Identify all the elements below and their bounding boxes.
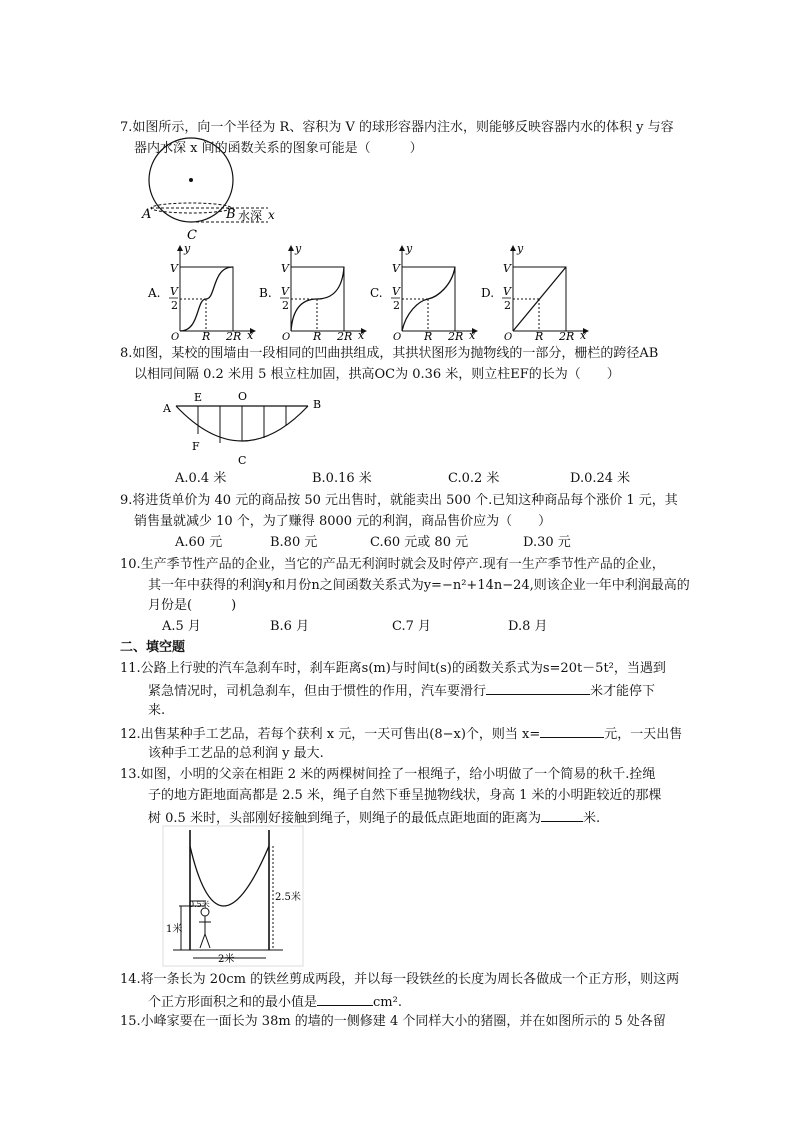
label-b: B — [226, 207, 236, 222]
q11-text-line3: 来. — [148, 703, 166, 718]
label-O: O — [238, 390, 248, 403]
q8-option-b[interactable]: B.0.16 米 — [312, 471, 372, 486]
svg-text:O: O — [393, 332, 402, 343]
q10-option-d[interactable]: D.8 月 — [508, 619, 548, 634]
graph-d — [481, 242, 589, 343]
svg-text:y: y — [517, 242, 524, 255]
svg-text:2R: 2R — [559, 330, 575, 343]
svg-text:2R: 2R — [226, 330, 242, 343]
svg-text:V: V — [503, 285, 511, 298]
option-d-label: D. — [481, 286, 495, 300]
q13-text-line2: 子的地方距地面高都是 2.5 米，绳子自然下垂呈抛物线状，身高 1 米的小明距较近的那棵 — [148, 788, 662, 803]
q12-text-line2: 该种手工艺品的总利润 y 最大. — [148, 746, 324, 761]
label-a: A — [142, 207, 152, 222]
label-A: A — [163, 402, 171, 415]
q14-text-line2: 个正方形面积之和的最小值是 cm². — [148, 992, 402, 1012]
svg-text:2: 2 — [504, 299, 511, 312]
label-E: E — [194, 391, 203, 404]
svg-text:O: O — [171, 332, 180, 343]
option-graphs — [140, 243, 610, 343]
svg-text:V: V — [503, 262, 511, 275]
label-F: F — [192, 440, 200, 453]
q11-answer-blank[interactable] — [486, 681, 590, 695]
label-B: B — [313, 398, 322, 411]
q9-option-c[interactable]: C.60 元或 80 元 — [370, 535, 469, 550]
q8-option-c[interactable]: C.0.2 米 — [448, 471, 500, 486]
q9-option-a[interactable]: A.60 元 — [175, 535, 223, 550]
svg-text:2R: 2R — [337, 330, 353, 343]
q15-text-line1: 15.小峰家要在一面长为 38m 的墙的一侧修建 4 个同样大小的猪圈，并在如图所示的 5 处各留 — [120, 1014, 666, 1029]
q9-option-d[interactable]: D.30 元 — [523, 535, 571, 550]
q13-text-line1: 13.如图，小明的父亲在相距 2 米的两棵树间拴了一根绳子，给小明做了一个简易的秋千.拴绳 — [120, 767, 656, 782]
option-c-label: C. — [370, 286, 383, 300]
svg-text:y: y — [184, 242, 191, 255]
q9-text-line1: 9.将进货单价为 40 元的商品按 50 元出售时，就能卖出 500 个.已知这种商品每个涨价 1 元，其 — [120, 493, 678, 508]
q14-text-line1: 14.将一条长为 20cm 的铁丝剪成两段，并以每一段铁丝的长度为周长各做成一个正方形，则这两 — [120, 972, 680, 987]
label-water-depth: 水深 — [238, 209, 263, 223]
q10-text-line1: 10.生产季节性产品的企业，当它的产品无利润时就会及时停产.现有一生产季节性产品的企业， — [120, 557, 665, 572]
q12-text-line1: 12.出售某种手工艺品，若每个获利 x 元，一天可售出(8−x)个，则当 x= 元，一天出售 — [120, 724, 682, 744]
q12-answer-blank[interactable] — [540, 724, 604, 738]
svg-text:V: V — [281, 285, 289, 298]
svg-text:x: x — [358, 329, 365, 342]
svg-text:y: y — [406, 242, 413, 255]
svg-text:2: 2 — [393, 299, 400, 312]
arch-fence-figure — [160, 388, 330, 468]
svg-text:V: V — [170, 262, 178, 275]
graph-c — [370, 242, 478, 343]
svg-text:V: V — [392, 285, 400, 298]
q14-answer-blank[interactable] — [317, 992, 373, 1006]
label-x: x — [268, 208, 275, 222]
q8-text-line1: 8.如图，某校的围墙由一段相同的凹曲拱组成，其拱状图形为抛物线的一部分，栅栏的跨径AB — [120, 346, 659, 361]
svg-text:2R: 2R — [448, 330, 464, 343]
label-half-meter: 0.5米 — [189, 900, 210, 909]
svg-text:y: y — [295, 242, 302, 255]
q13-text-line3: 树 0.5 米时，头部刚好接触到绳子，则绳子的最低点距地面的距离为 米. — [148, 808, 600, 828]
svg-text:R: R — [424, 330, 433, 343]
q10-option-a[interactable]: A.5 月 — [162, 619, 201, 634]
graph-b — [259, 242, 367, 343]
svg-text:2: 2 — [171, 299, 178, 312]
label-one-meter: 1米 — [166, 924, 183, 935]
svg-text:x: x — [247, 329, 254, 342]
svg-text:V: V — [392, 262, 400, 275]
svg-text:R: R — [535, 330, 544, 343]
graph-a — [147, 242, 256, 343]
q11-text-line1: 11.公路上行驶的汽车急刹车时，刹车距离s(m)与时间t(s)的函数关系式为s=20t－5t²，当遇到 — [120, 661, 666, 676]
q13-answer-blank[interactable] — [541, 808, 583, 822]
svg-text:R: R — [313, 330, 322, 343]
label-two-meter: 2米 — [218, 954, 235, 965]
q10-text-line2: 其一年中获得的利润y和月份n之间函数关系式为y=−n²+14n−24,则该企业一年中利润最高的 — [148, 578, 690, 593]
label-c: C — [187, 228, 197, 243]
q7-text-line1: 7.如图所示，向一个半径为 R、容积为 V 的球形容器内注水，则能够反映容器内水的体积 y 与容 — [120, 120, 674, 135]
q10-option-c[interactable]: C.7 月 — [392, 619, 432, 634]
sphere-container-figure — [140, 138, 290, 243]
svg-text:O: O — [282, 332, 291, 343]
q9-option-b[interactable]: B.80 元 — [270, 535, 318, 550]
option-a-label: A. — [148, 286, 161, 300]
q7-text-line2: 器内水深 x 间的函数关系的图象可能是（ ） — [134, 141, 423, 156]
svg-text:V: V — [170, 285, 178, 298]
label-C: C — [238, 454, 247, 467]
q10-option-b[interactable]: B.6 月 — [270, 619, 310, 634]
q11-text-line2: 紧急情况时，司机急刹车，但由于惯性的作用，汽车要滑行 米才能停下 — [148, 681, 655, 701]
svg-text:2: 2 — [282, 299, 289, 312]
q10-text-line3: 月份是( ) — [148, 598, 237, 613]
q8-option-a[interactable]: A.0.4 米 — [175, 471, 227, 486]
q9-text-line2: 销售量就减少 10 个，为了赚得 8000 元的利润，商品售价应为（ ） — [134, 514, 552, 529]
swing-figure — [163, 826, 303, 966]
svg-text:O: O — [504, 332, 513, 343]
q8-text-line2: 以相同间隔 0.2 米用 5 根立柱加固，拱高OC为 0.36 米，则立柱EF的长为（ ） — [134, 367, 620, 382]
q8-option-d[interactable]: D.0.24 米 — [570, 471, 631, 486]
svg-text:x: x — [580, 329, 587, 342]
label-height: 2.5米 — [275, 892, 301, 903]
svg-text:R: R — [202, 330, 211, 343]
option-b-label: B. — [259, 286, 272, 300]
section-title: 二、填空题 — [120, 640, 186, 655]
svg-text:x: x — [469, 329, 476, 342]
svg-text:V: V — [281, 262, 289, 275]
